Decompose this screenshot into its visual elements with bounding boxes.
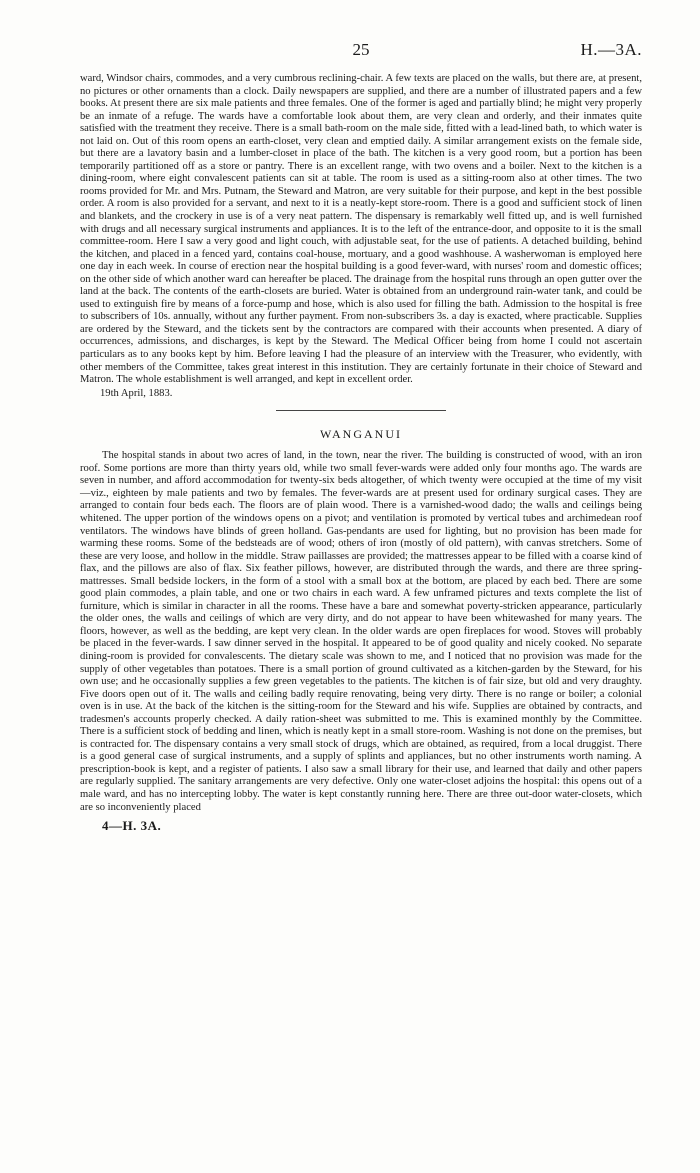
paragraph-wanganui: The hospital stands in about two acres of land, in the town, near the river. The building is constructed of wood, with an iron roof. Some portions are more than thirty years old, while two small fever-wards were added only four months ago. The wards are seven in number, and afford accommodation for twenty-six beds altogether, of which twenty were occupied at the time of my visit—viz., eighteen by male patients and two by females. The fever-wards are at present used for ordinary surgical cases. They are arranged to contain four beds each. The floors are of plain wood. There is a varnished-wood dado; the walls and ceilings being whitened. The upper portion of the windows opens on a pivot; and ventilation is promoted by vertical tubes and archimedean roof ventilators. The windows have blinds of green holland. Gas-pendants are used for lighting, but no provision has been made for warming these rooms. Some of the bedsteads are of wood; others of iron (mostly of old pattern), with canvas stretchers. Some of these are very loose, and hollow in the middle. Straw paillasses are provided; the mattresses appear to be filled with a coarse kind of flax, and the pillows are also of flax. Six feather pillows, however, are distributed through the wards, and there are three spring-mattresses. Small bedside lockers, in the form of a stool with a small box at the bottom, are placed by each bed. There are some good plain commodes, a plain table, and one or two chairs in each ward. A few unframed pictures and texts complete the list of furniture, which is similar in character in all the rooms. These have a bare and somewhat poverty-stricken appearance, particularly the older ones, the walls and ceilings of which are very dirty, and do not appear to have been whitewashed for many years. The floors, however, as well as the bedding, are kept very clean. In the older wards are open fireplaces for wood. Stoves will probably be placed in the fever-wards. I saw dinner served in the hospital. It appeared to be of good quality and nicely cooked. No separate dining-room is provided for convalescents. The dietary scale was shown to me, and I noticed that no provision was made for the supply of other vegetables than potatoes. There is a small portion of ground cultivated as a kitchen-garden by the Steward, for his own use; and he occasionally supplies a few green vegetables to the patients. The kitchen is of fair size, but old and very draughty. Five doors open out of it. The walls and ceiling badly require renovating, being very dirty. There is no range or boiler; a colonial oven is in use. At the back of the kitchen is the sitting-room for the Steward and his wife. Supplies are obtained by contracts, and tradesmen's accounts properly checked. A daily ration-sheet was submitted to me. This is examined monthly by the Committee. There is a sufficient stock of bedding and linen, which is neatly kept in a small store-room. Washing is not done on the premises, but is contracted for. The dispensary contains a very small stock of drugs, which are obtained, as required, from a local druggist. There is a good general case of surgical instruments, and a supply of splints and appliances, but no other instruments worth naming. A prescription-book is kept, and a register of patients. I also saw a small library for their use, and learned that daily and other papers are regularly supplied. The sanitary arrangements are very defective. Only one water-closet adjoins the hospital: this opens out of a male ward, and has no intercepting lobby. The water is kept constantly running here. There are three out-door water-closets, which are so inconveniently placed <box>80 450 642 813</box>
document-reference: H.—3A. <box>580 40 642 59</box>
page-header <box>80 40 642 62</box>
body-text <box>80 73 642 834</box>
signature-mark: 4—H. 3A. <box>102 818 162 834</box>
paragraph-continued: ward, Windsor chairs, commodes, and a very cumbrous reclining-chair. A few texts are placed on the walls, but there are, at present, no pictures or other ornaments than a clock. Daily newspapers are supplied, and there are a number of illustrated papers and a few books. At present there are six male patients and three females. One of the former is aged and partially blind; he might very properly be an inmate of a refuge. The wards have a comfortable look about them, are very clean and orderly, and their inmates quite satisfied with the treatment they receive. There is a small bath-room on the male side, fitted with a lead-lined bath, to which water is not laid on. Out of this room opens an earth-closet, very clean and emptied daily. A similar arrangement exists on the female side, but there are a lavatory basin and a lumber-closet in place of the bath. The kitchen is a very good room, but a portion has been temporarily partitioned off as a store or pantry. There is an excellent range, with two ovens and a boiler. Next to the kitchen is a dining-room, where eight convalescent patients can sit at table. The room is used as a sitting-room also at other times. The two rooms provided for Mr. and Mrs. Putnam, the Steward and Matron, are very suitable for their purpose, and kept in the best possible order. A room is also provided for a servant, and next to it is a neatly-kept store-room. There is a good and sufficient stock of linen and blankets, and the crockery in use is of a very neat pattern. The dispensary is remarkably well fitted up, and is well furnished with drugs and all necessary surgical instruments and appliances. It is to the left of the entrance-door, and opposite to it is the small committee-room. Here I saw a very good and light couch, with adjustable seat, for the use of patients. A detached building, behind the kitchen, and placed in a fenced yard, contains coal-house, mortuary, and a good washhouse. A washerwoman is employed here one day in each week. In course of erection near the hospital building is a good fever-ward, with nurses' room and domestic offices; on the other side of which another ward can hereafter be placed. The drainage from the hospital runs through an open gutter over the land at the back. The contents of the earth-closets are buried. Water is obtained from an underground rain-water tank, and could be used to extinguish fire by means of a force-pump and hose, which is also used for filling the bath. Admission to the hospital is free to subscribers of 10s. annually, without any further payment. From non-subscribers 3s. a day is exacted, where practicable. Supplies are ordered by the Steward, and the tickets sent by the contractors are compared with their accounts when presented. A diary of occurrences, admissions, and discharges, is kept by the Steward. The Medical Officer being from home I could not ascertain particulars as to any books kept by him. Before leaving I had the pleasure of an interview with the Treasurer, who evidently, with other members of the Committee, takes great interest in this institution. They are certainly fortunate in their choice of Steward and Matron. The whole establishment is well arranged, and kept in excellent order. <box>80 73 642 386</box>
section-heading: WANGANUI <box>320 427 402 442</box>
section-divider <box>276 410 446 411</box>
page-number: 25 <box>352 40 370 59</box>
report-date: 19th April, 1883. <box>100 387 173 399</box>
